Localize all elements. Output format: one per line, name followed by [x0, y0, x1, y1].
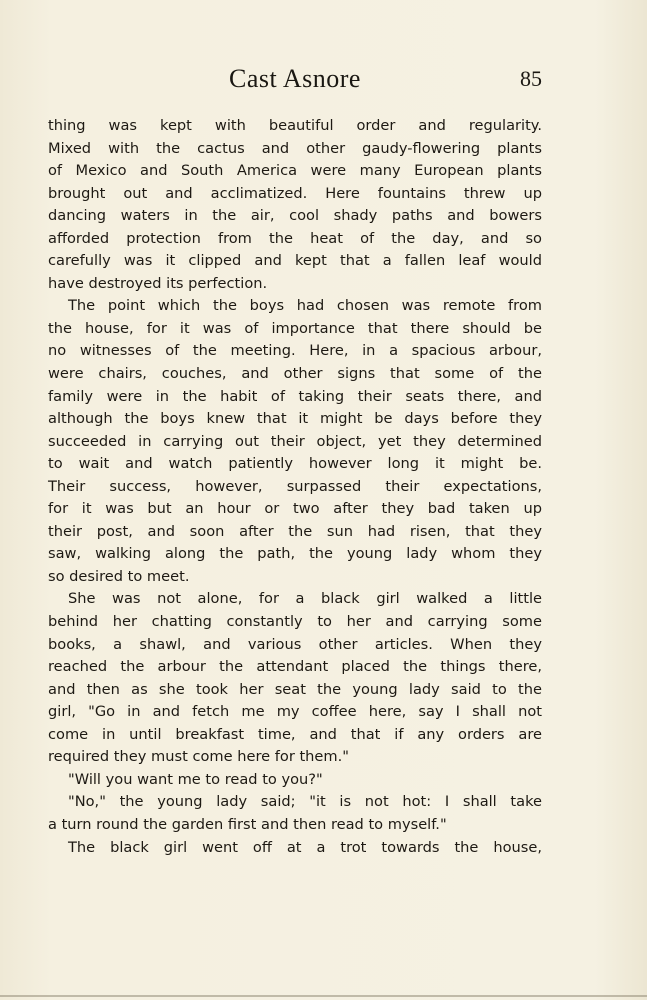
text-line: so desired to meet. — [48, 567, 190, 585]
text-line: "No," the young lady said; "it is not hot: I shall take — [68, 793, 542, 811]
text-line: to wait and watch patiently however long it might be. — [48, 455, 542, 473]
text-line: required they must come here for them." — [48, 748, 349, 766]
paragraph — [48, 791, 542, 836]
paragraph — [48, 115, 542, 295]
running-title: Cast Asnore — [229, 64, 361, 93]
running-head — [48, 64, 542, 98]
text-line: for it was but an hour or two after they bad taken up — [48, 500, 542, 518]
text-line: Their success, however, surpassed their expectations, — [48, 477, 542, 495]
page-number: 85 — [520, 66, 542, 91]
text-line: reached the arbour the attendant placed the things there, — [48, 658, 542, 676]
text-line: The black girl went off at a trot towards the house, — [68, 838, 542, 856]
text-line: their post, and soon after the sun had risen, that they — [48, 522, 542, 540]
text-line: books, a shawl, and various other articles. When they — [48, 635, 542, 653]
text-line: were chairs, couches, and other signs that some of the — [48, 365, 542, 383]
text-line: girl, "Go in and fetch me my coffee here, say I shall not — [48, 703, 542, 721]
text-line: brought out and acclimatized. Here fountains threw up — [48, 184, 542, 202]
text-line: "Will you want me to read to you?" — [68, 770, 323, 788]
paragraph — [48, 837, 542, 860]
text-line: behind her chatting constantly to her and carrying some — [48, 613, 542, 631]
text-line: saw, walking along the path, the young lady whom they — [48, 545, 542, 563]
text-line: afforded protection from the heat of the day, and so — [48, 229, 542, 247]
page-edge-rule — [0, 995, 647, 997]
text-line: Mixed with the cactus and other gaudy-flowering plants — [48, 139, 542, 157]
text-line: the house, for it was of importance that there should be — [48, 319, 542, 337]
text-line: thing was kept with beautiful order and regularity. — [48, 117, 542, 134]
text-line: of Mexico and South America were many European plants — [48, 162, 542, 180]
text-line: no witnesses of the meeting. Here, in a spacious arbour, — [48, 342, 542, 360]
text-line: carefully was it clipped and kept that a fallen leaf would — [48, 252, 542, 270]
text-line: succeeded in carrying out their object, yet they determined — [48, 432, 542, 450]
text-line: come in until breakfast time, and that if any orders are — [48, 725, 542, 743]
text-line: have destroyed its perfection. — [48, 274, 268, 292]
text-line: family were in the habit of taking their seats there, and — [48, 387, 542, 405]
body-text — [48, 115, 542, 859]
text-line: She was not alone, for a black girl walked a little — [68, 590, 542, 608]
text-line: dancing waters in the air, cool shady paths and bowers — [48, 207, 542, 225]
text-line: a turn round the garden first and then read to myself." — [48, 815, 447, 833]
paragraph — [48, 769, 542, 792]
text-line: although the boys knew that it might be days before they — [48, 410, 542, 428]
paragraph — [48, 295, 542, 588]
text-line: The point which the boys had chosen was remote from — [68, 297, 542, 315]
text-line: and then as she took her seat the young lady said to the — [48, 680, 542, 698]
paragraph — [48, 588, 542, 768]
